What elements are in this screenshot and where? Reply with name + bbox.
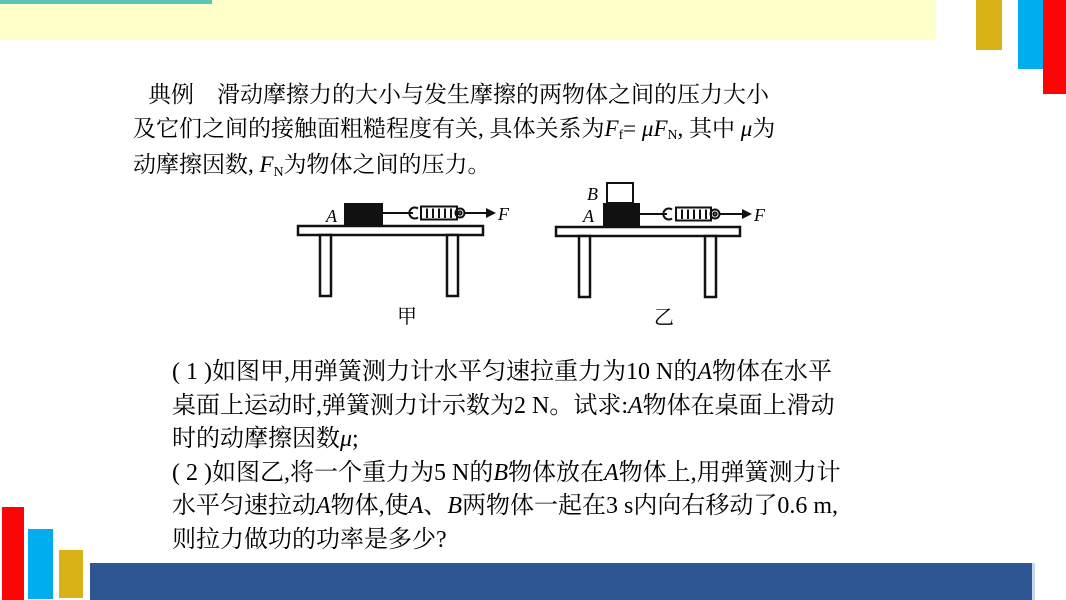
intro-paragraph — [133, 78, 903, 185]
spring-scale — [640, 208, 720, 221]
table — [298, 226, 483, 296]
teal-accent-line — [0, 0, 212, 4]
block-a-label: A — [326, 206, 337, 226]
text-run: 、 — [423, 493, 448, 520]
math-variable: A — [604, 459, 619, 486]
question-2-line — [172, 524, 932, 558]
text-run: 为物体之间的压力。 — [283, 152, 491, 177]
bottom-left-gold-block — [59, 550, 83, 598]
question-1-line — [172, 390, 932, 424]
table — [556, 227, 740, 297]
text-run: 动摩擦因数, — [133, 152, 260, 177]
intro-line — [133, 148, 903, 185]
text-run: 时的动摩擦因数 — [172, 426, 340, 453]
question-1-line — [172, 423, 932, 457]
math-subscript: N — [273, 163, 284, 179]
math-variable: μ — [340, 426, 353, 453]
text-run: 水平匀速拉动 — [172, 493, 316, 520]
block-b-label: B — [587, 184, 598, 204]
bottom-navy-bar — [90, 563, 1035, 600]
math-variable: A — [408, 493, 424, 520]
spring-scale — [383, 207, 465, 220]
top-right-gold-block — [976, 0, 1002, 50]
text-run: 物体,使 — [330, 493, 409, 520]
text-run: 物体放在 — [508, 459, 604, 486]
figure-jia — [290, 193, 522, 335]
math-variable: μ — [740, 115, 753, 141]
math-variable: A — [316, 493, 331, 520]
text-run: 两物体一起在3 s内向右移动了0.6 m, — [462, 493, 839, 520]
force-label: F — [754, 205, 765, 225]
math-subscript: f — [618, 127, 624, 143]
math-variable: B — [447, 493, 463, 520]
top-right-red-block — [1043, 0, 1066, 94]
math-variable: F — [604, 115, 619, 141]
block-b — [607, 183, 633, 203]
force-arrow — [719, 209, 752, 219]
text-run: 典例 滑动摩擦力的大小与发生摩擦的两物体之间的压力大小 — [148, 82, 769, 107]
block-a-label: A — [583, 206, 594, 226]
text-run: 则拉力做功的功率是多少? — [172, 526, 447, 553]
math-variable: F — [653, 115, 668, 141]
question-2-line — [172, 490, 932, 524]
math-subscript: N — [667, 127, 678, 143]
intro-line — [133, 78, 903, 112]
force-label: F — [498, 204, 509, 224]
text-run: 物体在桌面上滑动 — [642, 392, 835, 419]
math-variable: A — [697, 359, 712, 385]
bottom-left-cyan-block — [28, 529, 53, 599]
top-right-cyan-block — [1018, 0, 1043, 69]
block-a — [344, 203, 383, 227]
text-run: ( 1 )如图甲,用弹簧测力计水平匀速拉重力为10 N的 — [172, 359, 698, 385]
text-run: ; — [352, 426, 359, 453]
question-1-line — [172, 356, 932, 390]
force-arrow — [464, 208, 496, 218]
figure-yi — [548, 178, 783, 336]
text-run: 及它们之间的接触面粗糙程度有关, 具体关系为 — [133, 115, 605, 141]
figure-caption: 甲 — [397, 306, 417, 328]
question-2-line — [172, 457, 932, 491]
text-run: , 其中 — [677, 115, 741, 141]
block-a — [603, 203, 640, 227]
math-variable: F — [259, 152, 274, 177]
text-run: 为 — [752, 115, 776, 141]
top-accent-bar — [0, 0, 936, 40]
math-variable: A — [628, 392, 643, 419]
questions-block — [172, 356, 932, 558]
text-run: 物体在水平 — [712, 359, 832, 385]
text-run: 物体上,用弹簧测力计 — [618, 459, 841, 486]
bottom-left-red-block — [2, 507, 24, 600]
text-run: ( 2 )如图乙,将一个重力为5 N的 — [172, 459, 494, 486]
figure-caption: 乙 — [654, 307, 674, 329]
text-run: 桌面上运动时,弹簧测力计示数为2 N。试求: — [172, 392, 628, 419]
math-variable: μ — [641, 115, 654, 141]
intro-line — [133, 112, 903, 149]
math-variable: B — [493, 459, 508, 486]
text-run: = — [623, 115, 642, 141]
